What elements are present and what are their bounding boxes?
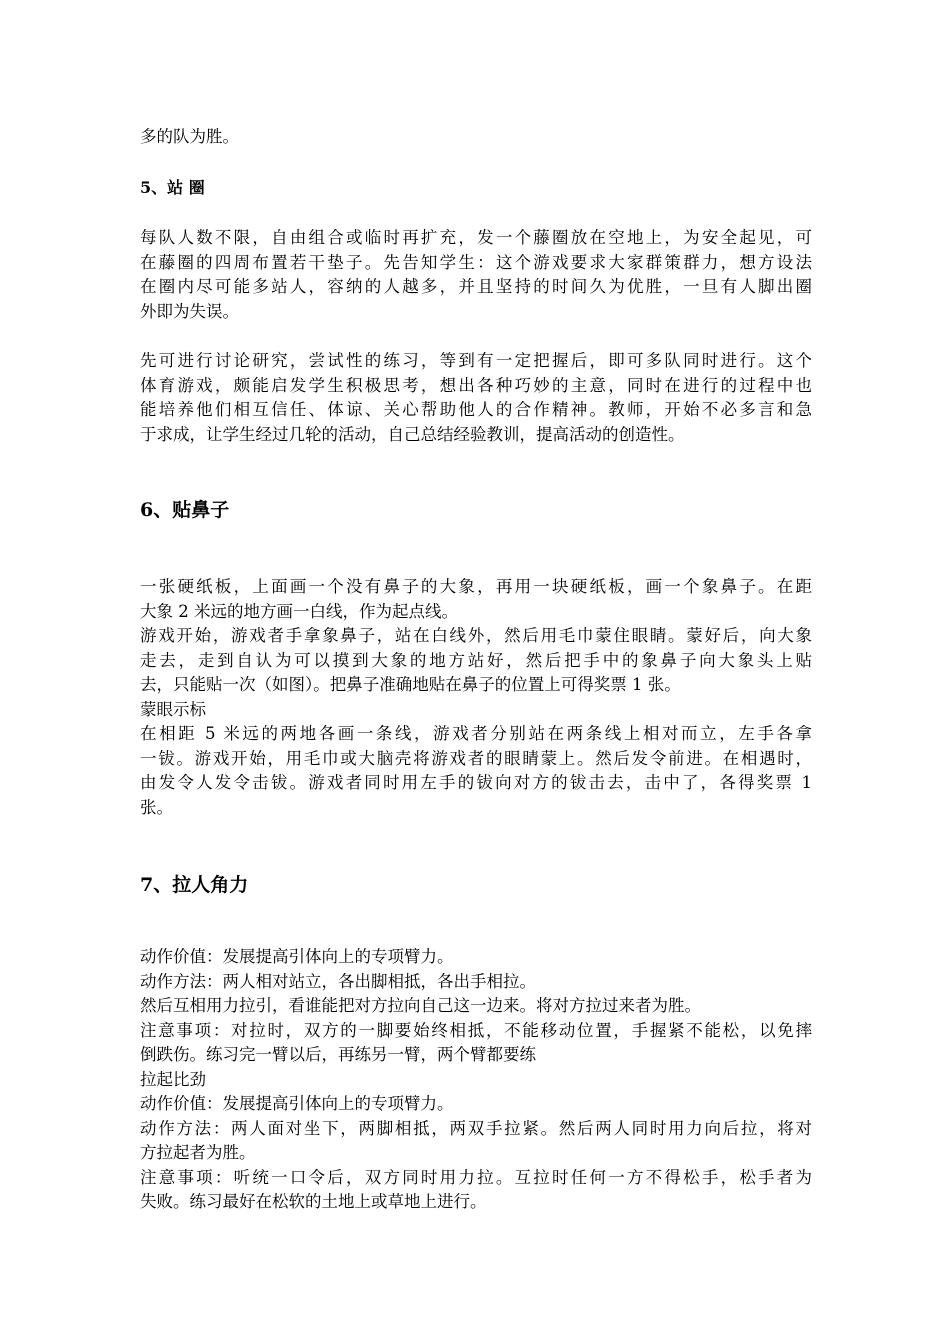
text-line: 在藤圈的四周布置若干垫子。先告知学生：这个游戏要求大家群策群力，想方设法 xyxy=(140,252,812,272)
text-line: 先可进行讨论研究，尝试性的练习，等到有一定把握后，即可多队同时进行。这个 xyxy=(140,351,812,370)
text-line: 去，只能贴一次（如图）。把鼻子准确地贴在鼻子的位置上可得奖票 1 张。 xyxy=(140,675,681,694)
text-line: 动作方法：两人相对站立，各出脚相抵，各出手相拉。 xyxy=(140,971,536,991)
text-line: 倒跌伤。练习完一臂以后，再练另一臂，两个臂都要练 xyxy=(140,1045,536,1064)
text-line: 在圈内尽可能多站人，容纳的人越多，并且坚持的时间久为优胜，一旦有人脚出圈 xyxy=(140,277,812,296)
text-line: 外即为失误。 xyxy=(140,301,239,321)
section-5-paragraph-2 xyxy=(140,349,812,447)
text-line: 一张硬纸板，上面画一个没有鼻子的大象，再用一块硬纸板，画一个象鼻子。在距 xyxy=(140,577,812,596)
text-line: 大象 2 米远的地方画一白线，作为起点线。 xyxy=(140,601,458,621)
text-line: 一钹。游戏开始，用毛巾或大脑壳将游戏者的眼睛蒙上。然后发令前进。在相遇时， xyxy=(140,748,812,768)
text-line: 能培养他们相互信任、体谅、关心帮助他人的合作精神。教师，开始不必多言和急 xyxy=(140,400,812,419)
text-line: 每队人数不限，自由组合或临时再扩充，发一个藤圈放在空地上，为安全起见，可 xyxy=(140,228,812,247)
section-6-body xyxy=(140,575,812,820)
section-7-body xyxy=(140,945,812,1215)
section-5-heading: 5、站 圈 xyxy=(140,178,205,197)
text-line: 注意事项：听统一口令后，双方同时用力拉。互拉时任何一方不得松手，松手者为 xyxy=(140,1167,812,1187)
text-line: 动作方法：两人面对坐下，两脚相抵，两双手拉紧。然后两人同时用力向后拉，将对 xyxy=(140,1118,812,1138)
text-line: 失败。练习最好在松软的土地上或草地上进行。 xyxy=(140,1192,487,1211)
text-line: 由发令人发令击钹。游戏者同时用左手的钹向对方的钹击去，击中了，各得奖票 1 xyxy=(140,773,812,792)
text-line: 游戏开始，游戏者手拿象鼻子，站在白线外，然后用毛巾蒙住眼睛。蒙好后，向大象 xyxy=(140,626,812,645)
text-line: 方拉起者为胜。 xyxy=(140,1143,256,1162)
text-line: 动作价值：发展提高引体向上的专项臂力。 xyxy=(140,1094,454,1113)
text-line: 于求成，让学生经过几轮的活动，自己总结经验教训，提高活动的创造性。 xyxy=(140,424,685,444)
text-line: 在相距 5 米远的两地各画一条线，游戏者分别站在两条线上相对而立，左手各拿 xyxy=(140,724,812,743)
text-line: 体育游戏，颇能启发学生积极思考，想出各种巧妙的主意，同时在进行的过程中也 xyxy=(140,375,812,395)
intro-paragraph xyxy=(140,125,812,150)
section-7-heading: 7、拉人角力 xyxy=(140,874,249,896)
section-5-paragraph-1 xyxy=(140,226,812,324)
text-line: 注意事项：对拉时，双方的一脚要始终相抵，不能移动位置，手握紧不能松，以免摔 xyxy=(140,1020,812,1040)
text-line: 多的队为胜。 xyxy=(140,127,239,146)
text-line: 然后互相用力拉引，看谁能把对方拉向自己这一边来。将对方拉过来者为胜。 xyxy=(140,996,701,1015)
text-line: 张。 xyxy=(140,797,173,817)
text-line: 蒙眼示标 xyxy=(140,699,206,719)
text-line: 拉起比劲 xyxy=(140,1069,206,1089)
section-6-heading: 6、贴鼻子 xyxy=(140,499,230,521)
text-line: 走去，走到自认为可以摸到大象的地方站好，然后把手中的象鼻子向大象头上贴 xyxy=(140,650,812,670)
text-line: 动作价值：发展提高引体向上的专项臂力。 xyxy=(140,947,454,966)
